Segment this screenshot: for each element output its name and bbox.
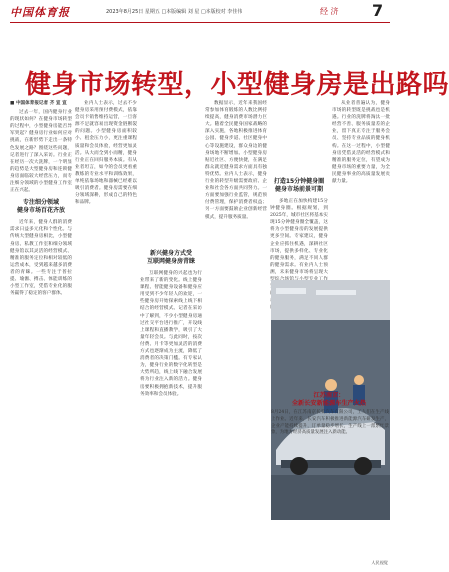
article-paragraph: 多地正在加快构建15分钟健身圈。根据规划，到2025年，城市社区将基本实现15分钟健身圈全覆盖，这将为小型健身房的发展提供更多空间。专家建议，健身企业应抓住机遇，深耕社区市场，提供多样化、专业化的健身服务，满足不同人群的健身需求。有业内人士预测，未来健身市场将呈现大 [270, 199, 328, 275]
article-column-4 [205, 100, 267, 222]
article-column-3 [140, 100, 202, 399]
photo-caption-text: 8月24日，在江苏南京长安汽车有限公司，工人们在生产线上作业。近年来，长安汽车积极推进新能源汽车研发生产，企业产能持续提升，订单量稳步增长，生产线上一派繁忙景象，为地方经济高质量发展注入新动能。 [271, 410, 389, 436]
headline: 健身市场转型，小型健身房是出路吗 [25, 70, 449, 100]
page-number: 7 [372, 1, 384, 20]
masthead-rule [10, 22, 390, 23]
subhead-2: 新兴健身方式受 互联网健身房青睐 [146, 250, 195, 265]
photo-credit: 人民视觉 [371, 560, 388, 565]
article-paragraph: 数据显示，近年来我国经常参加体育锻炼的人数比例持续提高，健身消费市场潜力巨大。随着全民健身国家战略的深入实施，各地积极推进体育公园、健身步道、社区健身中心等设施建设，群众身边的健身场地不断增加。小型健身房贴近社区、方便快捷，在满足群众就近健身需求方面具有独特优势。业内人士表示，健身行业的转型升级需要政府、企业和社会各方面共同努力。一方面要加强行业监管，规范预付费管理，保护消费者权益；另一方面要鼓励企业创新经营模式，提升服务质量。 [205, 101, 267, 220]
newspaper-logo: 中国体育报 [10, 6, 70, 19]
article-paragraph: 近年来，健身人群的消费需求日益多元化和个性化。与传统大型健身房相比，小型健身房、私教工作室和细分领域健身馆以其灵活的经营模式、精准的服务定位和相对较低的运营成本，受到越来越多消费者的青睐。一些专注于普拉提、瑜伽、搏击、体能训练的小型工作室，凭借专业化的服务赢得了稳定的客户群体。 [10, 220, 72, 297]
article-paragraph: 从业者普遍认为，健身市场的转型既是挑战也是机遇。行业的洗牌将淘汰一批经营不善、服务质量差的企业，留下真正专注于服务会员、坚持专业品质的健身机构。在这一过程中，小型健身房凭借灵活的经营模式和精准的服务定位，有望成为健身市场的重要力量，为全民健身事业的高质量发展贡献力量。 [332, 101, 390, 185]
masthead [10, 3, 390, 21]
article-column-6 [332, 100, 390, 186]
subhead-1: 专注细分领域 健身市场百花齐放 [16, 199, 65, 215]
section-label: 经 济 [320, 7, 339, 16]
subhead-3: 打造15分钟健身圈 健身市场前景可期 [273, 178, 325, 193]
byline: ■ 中国体育报记者 齐 宣 宣 [10, 101, 67, 106]
dateline: 2023年8月25日 星期五 □本版编辑 刘 星 □本版校对 李佳伟 [106, 9, 243, 15]
article-paragraph: 业内人士表示，过去不少健身房采用预付费模式，依靠会员卡销售维持运营，一旦客源不足就容易出现资金链断裂的问题。小型健身房面积较小、租金压力小，更注重课程质量和会员体验，经营更加灵活。从大而全到小而精，健身行业正在回归服务本质。有从业者坦言，如今的会员更看重教练的专业水平和训练效果，单纯依靠场地和器械已经难以吸引消费者。健身房需要在细分领域深耕，形成自己的特色和品牌。 [75, 101, 137, 206]
article-column-2 [75, 100, 137, 207]
article-column-1 [10, 100, 72, 298]
article-paragraph: 互联网健身的兴起也为行业带来了新的变化。线上健身课程、智能健身设备和健身应用受到不少年轻人的欢迎，一些健身房开始探索线上线下相结合的经营模式。记者在采访中了解到，不少小型健身房通过社交平台进行推广，开设线上课程和直播教学，吸引了大量年轻会员。与此同时，按次付费、月卡等更加灵活的消费方式也逐渐成为主流，降低了消费者的决策门槛。有专家认为，健身行业的数字化转型是大势所趋，线上线下融合发展将为行业注入新的活力。健身房要积极拥抱新技术，提升服务效率和会员体验。 [140, 271, 202, 397]
photo-caption-title: 江苏南京： 全新长安新能源车生产火热 [291, 392, 367, 407]
article-paragraph: 过去一年，国内健身行业的现状如何？在健身市场转型的过程中，小型健身房能否异军突起？健身房行业如何应对挑战，在新形势下走出一条特色发展之路？围绕这些问题，记者进行了深入采访。行业正在经历一次大洗牌，一个明显的趋势是大型健身房和连锁健身房面临较大经营压力，而专注细分领域的小型健身工作室正在兴起。 [10, 110, 72, 194]
